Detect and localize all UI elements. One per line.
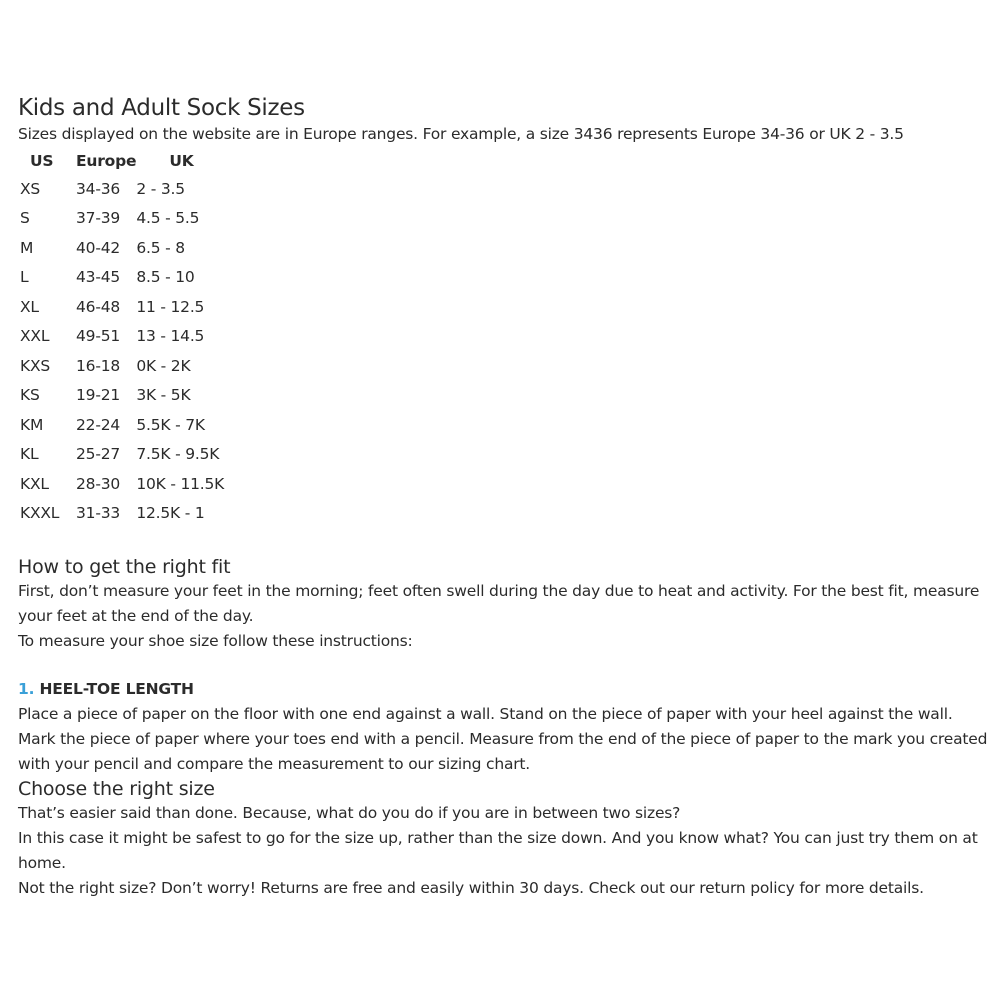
cell-uk: 5.5K - 7K bbox=[136, 415, 205, 434]
heel-toe-section bbox=[18, 677, 993, 777]
choose-paragraph-1: That’s easier said than done. Because, what do you do if you are in between two sizes? bbox=[18, 804, 681, 822]
cell-uk: 10K - 11.5K bbox=[136, 474, 225, 493]
cell-uk: 3K - 5K bbox=[136, 386, 191, 405]
cell-uk: 0K - 2K bbox=[136, 356, 191, 375]
cell-europe: 19-21 bbox=[76, 386, 121, 405]
fit-heading: How to get the right fit bbox=[18, 556, 231, 578]
size-table bbox=[18, 147, 289, 528]
fit-paragraph-1: First, don’t measure your feet in the morning; feet often swell during the day due to heat and activity. For the best fit, measure your feet at the end of the day. bbox=[18, 582, 980, 625]
cell-europe: 46-48 bbox=[76, 297, 121, 316]
cell-europe: 37-39 bbox=[76, 209, 121, 228]
choose-paragraph-2: In this case it might be safest to go for the size up, rather than the size down. And you know what? You can just try them on at home. bbox=[18, 829, 978, 872]
cell-us: KXXL bbox=[20, 504, 60, 523]
table-row bbox=[18, 263, 289, 293]
table-row bbox=[18, 351, 289, 381]
step-label: HEEL-TOE LENGTH bbox=[39, 680, 194, 698]
table-row bbox=[18, 204, 289, 234]
table-row bbox=[18, 292, 289, 322]
cell-europe: 28-30 bbox=[76, 474, 121, 493]
table-row bbox=[18, 381, 289, 411]
table-row bbox=[18, 233, 289, 263]
column-header-europe: Europe bbox=[76, 151, 137, 170]
cell-europe: 49-51 bbox=[76, 327, 121, 346]
cell-uk: 4.5 - 5.5 bbox=[136, 209, 200, 228]
size-table-body bbox=[18, 174, 289, 528]
cell-uk: 13 - 14.5 bbox=[136, 327, 205, 346]
intro-text: Sizes displayed on the website are in Europe ranges. For example, a size 3436 represents Europe 34-36 or UK 2 - 3.5 bbox=[18, 125, 904, 143]
cell-europe: 22-24 bbox=[76, 415, 121, 434]
choose-paragraph-3: Not the right size? Don’t worry! Returns are free and easily within 30 days. Check out our return policy for more details. bbox=[18, 879, 924, 897]
cell-us: L bbox=[20, 268, 29, 287]
cell-us: KXS bbox=[20, 356, 51, 375]
table-row bbox=[18, 499, 289, 529]
cell-europe: 40-42 bbox=[76, 238, 121, 257]
cell-us: KS bbox=[20, 386, 40, 405]
cell-europe: 25-27 bbox=[76, 445, 121, 464]
cell-us: XL bbox=[20, 297, 39, 316]
cell-uk: 12.5K - 1 bbox=[136, 504, 205, 523]
cell-uk: 11 - 12.5 bbox=[136, 297, 205, 316]
size-guide bbox=[18, 92, 993, 901]
table-row bbox=[18, 440, 289, 470]
cell-europe: 43-45 bbox=[76, 268, 121, 287]
cell-us: KXL bbox=[20, 474, 49, 493]
step-number: 1. bbox=[18, 680, 35, 698]
table-row bbox=[18, 322, 289, 352]
cell-uk: 8.5 - 10 bbox=[136, 268, 195, 287]
column-header-us: US bbox=[30, 151, 54, 170]
cell-us: KL bbox=[20, 445, 39, 464]
table-row bbox=[18, 410, 289, 440]
fit-paragraph-2: To measure your shoe size follow these instructions: bbox=[18, 632, 413, 650]
cell-uk: 7.5K - 9.5K bbox=[136, 445, 220, 464]
table-row bbox=[18, 469, 289, 499]
fit-section bbox=[18, 555, 993, 654]
choose-heading: Choose the right size bbox=[18, 778, 215, 800]
step-text: Place a piece of paper on the floor with one end against a wall. Stand on the piece of paper with your heel against the wall. Mark the piece of paper where your toes end with a pencil. Measure from the end of the piece of paper to the mark you created with your pencil and compare the measurement to our sizing chart. bbox=[18, 705, 988, 773]
cell-us: KM bbox=[20, 415, 44, 434]
choose-section bbox=[18, 777, 993, 901]
column-header-uk: UK bbox=[169, 151, 194, 170]
table-row bbox=[18, 174, 289, 204]
cell-europe: 16-18 bbox=[76, 356, 121, 375]
cell-uk: 2 - 3.5 bbox=[136, 179, 185, 198]
cell-us: M bbox=[20, 238, 34, 257]
page-title: Kids and Adult Sock Sizes bbox=[18, 95, 305, 121]
cell-us: S bbox=[20, 209, 30, 228]
cell-uk: 6.5 - 8 bbox=[136, 238, 185, 257]
cell-us: XXL bbox=[20, 327, 50, 346]
cell-europe: 31-33 bbox=[76, 504, 121, 523]
table-header-row bbox=[18, 147, 289, 174]
step-heading bbox=[18, 677, 993, 702]
cell-europe: 34-36 bbox=[76, 179, 121, 198]
cell-us: XS bbox=[20, 179, 41, 198]
